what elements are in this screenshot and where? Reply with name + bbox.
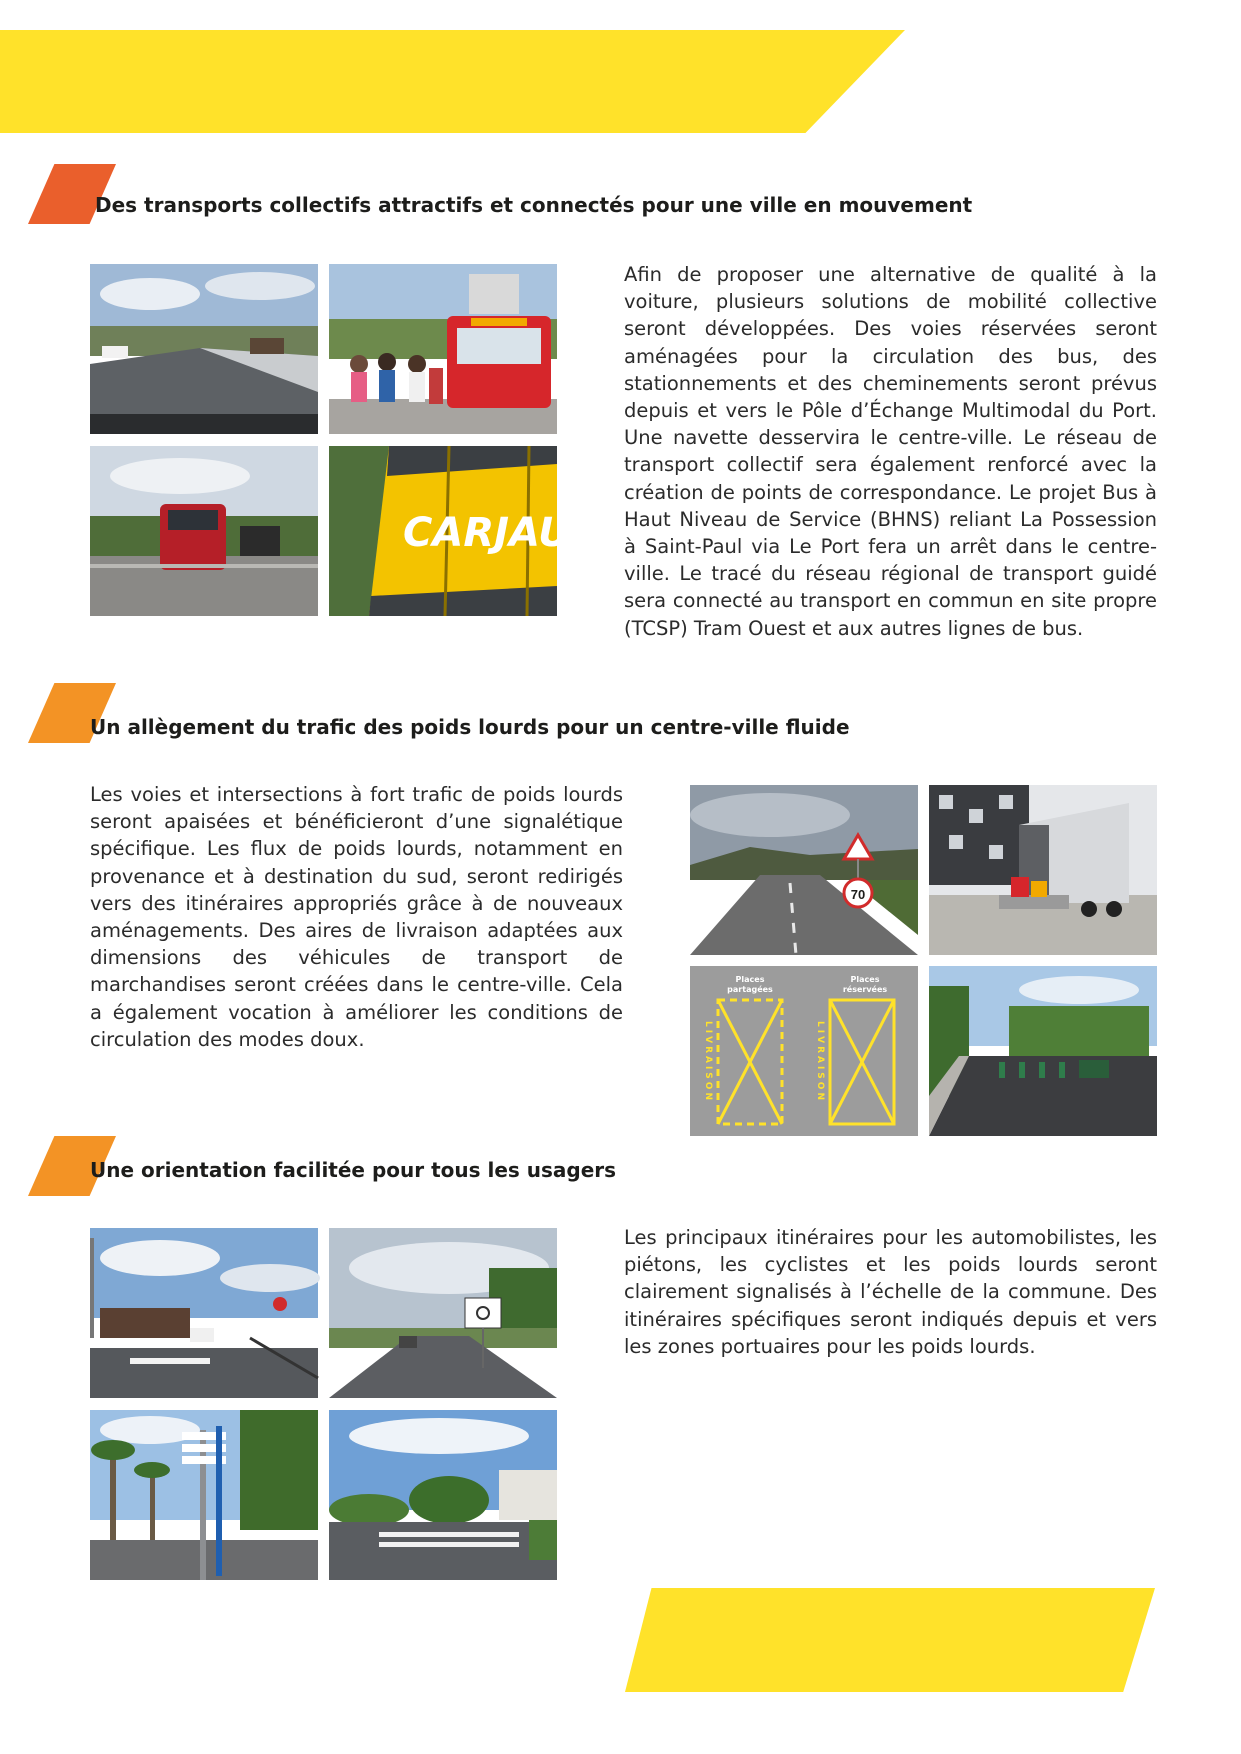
photo-signpost-palms — [90, 1410, 318, 1580]
photo-car-jaune-bus — [329, 446, 632, 616]
bay-reserved-livraison-text: LIVRAISON — [815, 1021, 825, 1103]
photo-road-speed-sign — [690, 785, 918, 955]
bay-shared-label-line2: partagées — [727, 985, 773, 994]
bay-reserved-label-line1: Places — [850, 975, 880, 984]
photo-bus-stop-crowd — [329, 264, 557, 434]
illustration-delivery-bays — [690, 966, 918, 1136]
bay-shared-label-line1: Places — [735, 975, 765, 984]
section-2-paragraph: Les voies et intersections à fort trafic de poids lourds seront apaisées et bénéficieront d’une signalétique spécifique. Les flux de poids lourds, notamment en provenance et à destination du sud, seront redirigés vers des itinéraires appropriés grâce à de nouveaux aménagements. Des aires de livraison adaptées aux dimensions des véhicules de transport de marchandises seront créées dans le centre-ville. Cela a également vocation à améliorer les conditions de circulation des modes doux. — [90, 783, 623, 1051]
bottom-yellow-banner — [625, 1588, 1155, 1692]
photo-road-direction-sign — [329, 1228, 557, 1398]
photo-delivery-truck — [929, 785, 1157, 955]
car-jaune-logo-text: CARJAUNE — [403, 510, 632, 556]
bay-shared-livraison-text: LIVRAISON — [703, 1021, 713, 1103]
section-3-heading: Une orientation facilitée pour tous les usagers — [90, 1158, 617, 1182]
photo-bus-lane — [90, 264, 318, 434]
photo-street-bollards — [929, 966, 1157, 1136]
bay-reserved-label-line2: réservées — [842, 985, 888, 994]
photo-crosswalk-roundabout — [90, 1228, 318, 1398]
photo-crosswalk-street — [329, 1410, 557, 1580]
photo-red-bus-road — [90, 446, 318, 616]
section-2-heading: Un allègement du trafic des poids lourds pour un centre-ville fluide — [90, 715, 850, 739]
section-3-paragraph: Les principaux itinéraires pour les automobilistes, les piétons, les cyclistes et les poids lourds seront clairement signalisés à l’échelle de la commune. Des itinéraires spécifiques seront indiqués depuis et vers les zones portuaires pour les poids lourds. — [624, 1226, 1157, 1358]
section-1-paragraph: Afin de proposer une alternative de qualité à la voiture, plusieurs solutions de mobilité collective seront développées. Des voies réservées seront aménagées pour la circulation des bus, des stationnements et des cheminements seront prévus depuis et vers le Pôle d’Échange Multimodal du Port. Une navette desservira le centre-ville. Le réseau de transport collectif sera également renforcé avec la création de points de correspondance. Le projet Bus à Haut Niveau de Service (BHNS) reliant La Possession à Saint-Paul via Le Port fera un arrêt dans le centre-ville. Le tracé du réseau régional de transport guidé sera connecté au transport en commun en site propre (TCSP) Tram Ouest et aux autres lignes de bus. — [624, 263, 1157, 640]
speed-limit-value: 70 — [850, 887, 866, 902]
top-yellow-banner — [0, 30, 905, 133]
section-1-heading: Des transports collectifs attractifs et connectés pour une ville en mouvement — [95, 193, 973, 217]
